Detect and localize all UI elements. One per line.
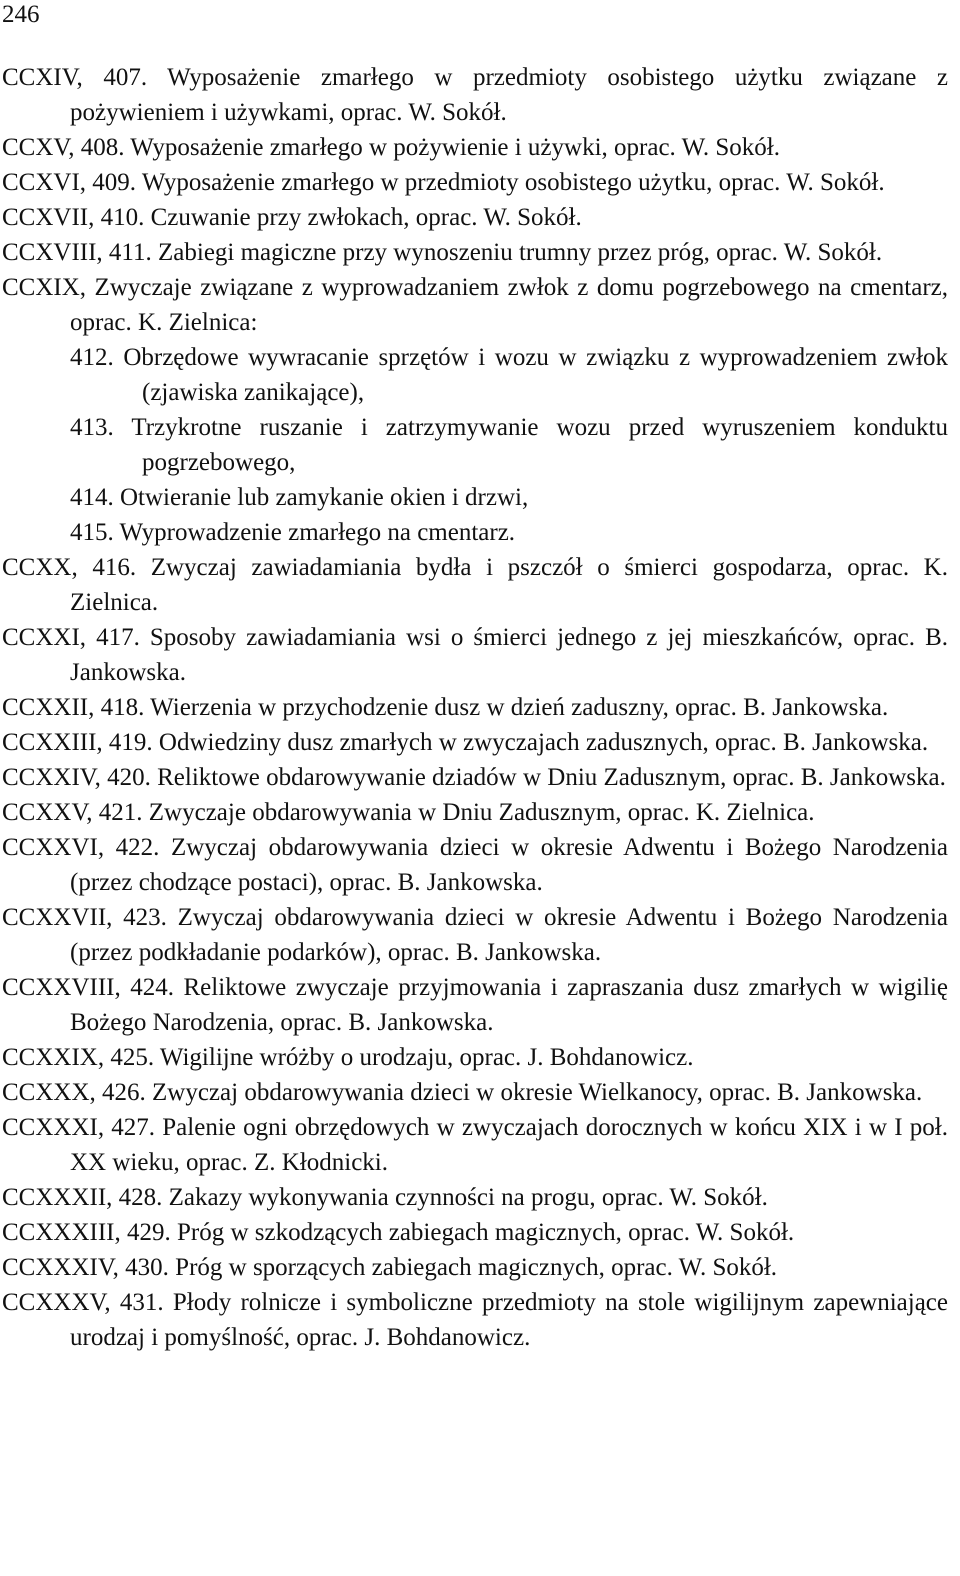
list-item: CCXVIII, 411. Zabiegi magiczne przy wynoszeniu trumny przez próg, oprac. W. Sokół. <box>2 239 883 266</box>
list-subitem: 413. Trzykrotne ruszanie i zatrzymywanie wozu przed wyruszeniem konduktu pogrzebowego, <box>70 414 948 476</box>
list-item: CCXV, 408. Wyposażenie zmarłego w pożywienie i używki, oprac. W. Sokół. <box>2 134 780 161</box>
list-item: CCXXXII, 428. Zakazy wykonywania czynności na progu, oprac. W. Sokół. <box>2 1184 768 1211</box>
list-item: CCXXIII, 419. Odwiedziny dusz zmarłych w zwyczajach zadusznych, oprac. B. Jankowska. <box>2 729 929 756</box>
list-item: CCXIX, Zwyczaje związane z wyprowadzaniem zwłok z domu pogrzebowego na cmentarz, oprac. K. Zielnica: <box>2 274 948 336</box>
list-item: CCXIV, 407. Wyposażenie zmarłego w przedmioty osobistego użytku związane z pożywieniem i używkami, oprac. W. Sokół. <box>2 64 948 126</box>
list-item: CCXXVIII, 424. Reliktowe zwyczaje przyjmowania i zapraszania dusz zmarłych w wigilię Bożego Narodzenia, oprac. B. Jankowska. <box>2 974 948 1036</box>
list-item: CCXVII, 410. Czuwanie przy zwłokach, oprac. W. Sokół. <box>2 204 582 231</box>
list-subitem: 414. Otwieranie lub zamykanie okien i drzwi, <box>70 484 529 511</box>
list-item: CCXXI, 417. Sposoby zawiadamiania wsi o śmierci jednego z jej mieszkańców, oprac. B. Jankowska. <box>2 624 948 686</box>
list-item: CCXXVII, 423. Zwyczaj obdarowywania dzieci w okresie Adwentu i Bożego Narodzenia (przez podkładanie podarków), oprac. B. Jankowska. <box>2 904 948 966</box>
list-item: CCXXVI, 422. Zwyczaj obdarowywania dzieci w okresie Adwentu i Bożego Narodzenia (przez chodzące postaci), oprac. B. Jankowska. <box>2 834 948 896</box>
list-item: CCXXV, 421. Zwyczaje obdarowywania w Dniu Zadusznym, oprac. K. Zielnica. <box>2 799 815 826</box>
list-subitem: 412. Obrzędowe wywracanie sprzętów i wozu w związku z wyprowadzeniem zwłok (zjawiska zanikające), <box>70 344 948 406</box>
list-item: CCXXXIV, 430. Próg w sporzących zabiegach magicznych, oprac. W. Sokół. <box>2 1254 778 1281</box>
list-item: CCXVI, 409. Wyposażenie zmarłego w przedmioty osobistego użytku, oprac. W. Sokół. <box>2 169 885 196</box>
page-number: 246 <box>2 1 40 28</box>
list-item: CCXXXV, 431. Płody rolnicze i symboliczne przedmioty na stole wigilijnym zapewniające urodzaj i pomyślność, oprac. J. Bohdanowicz. <box>2 1289 948 1351</box>
map-list <box>2 60 948 1355</box>
list-item: CCXXXI, 427. Palenie ogni obrzędowych w zwyczajach dorocznych w końcu XIX i w I poł. XX wieku, oprac. Z. Kłodnicki. <box>2 1114 948 1176</box>
list-item: CCXXIV, 420. Reliktowe obdarowywanie dziadów w Dniu Zadusznym, oprac. B. Jankowska. <box>2 764 946 791</box>
list-item: CCXX, 416. Zwyczaj zawiadamiania bydła i pszczół o śmierci gospodarza, oprac. K. Zielnica. <box>2 554 948 616</box>
list-item: CCXXX, 426. Zwyczaj obdarowywania dzieci w okresie Wielkanocy, oprac. B. Jankowska. <box>2 1079 923 1106</box>
list-subitem: 415. Wyprowadzenie zmarłego na cmentarz. <box>70 519 516 546</box>
list-item: CCXXII, 418. Wierzenia w przychodzenie dusz w dzień zaduszny, oprac. B. Jankowska. <box>2 694 889 721</box>
list-item: CCXXIX, 425. Wigilijne wróżby o urodzaju, oprac. J. Bohdanowicz. <box>2 1044 694 1071</box>
list-item: CCXXXIII, 429. Próg w szkodzących zabiegach magicznych, oprac. W. Sokół. <box>2 1219 795 1246</box>
